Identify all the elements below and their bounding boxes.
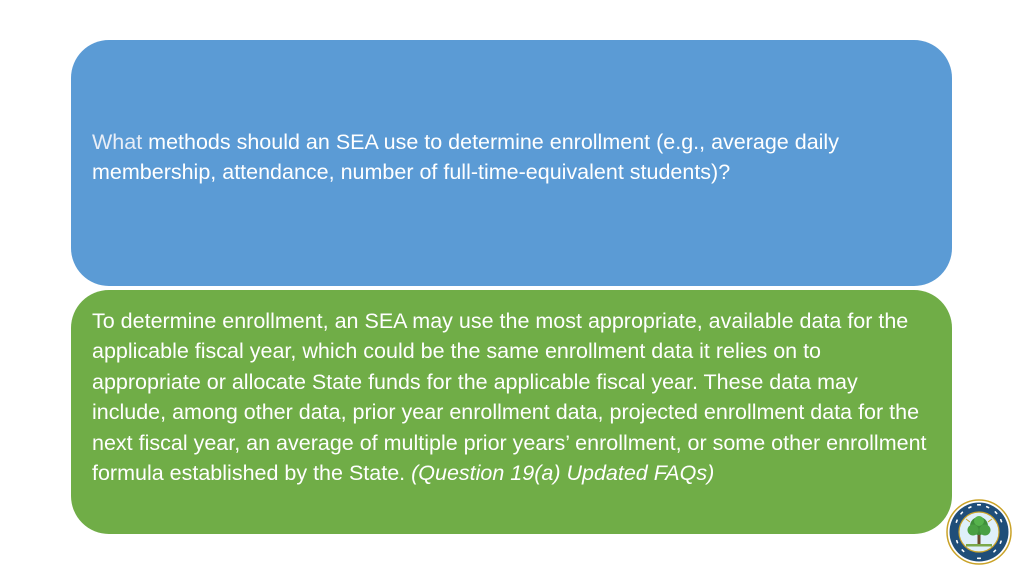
answer-citation: (Question 19(a) Updated FAQs): [411, 461, 715, 486]
answer-box: [71, 290, 952, 534]
question-text: [92, 127, 930, 188]
question-lead: What: [92, 129, 143, 154]
answer-body: To determine enrollment, an SEA may use the most appropriate, available data for the applicable fiscal year, which could be the same enrollment data it relies on to appropriate or allocate State funds for the applicable fiscal year. These data may include, among other data, prior year enrollment data, projected enrollment data for the next fiscal year, an average of multiple prior years’ enrollment, or some other enrollment formula established by the State.: [92, 309, 927, 486]
question-box: [71, 40, 952, 286]
question-body: methods should an SEA use to determine enrollment (e.g., average daily membership, attendance, number of full-time-equivalent students)?: [92, 129, 839, 184]
answer-text: [92, 306, 930, 488]
department-of-education-seal-logo: [946, 499, 1012, 565]
